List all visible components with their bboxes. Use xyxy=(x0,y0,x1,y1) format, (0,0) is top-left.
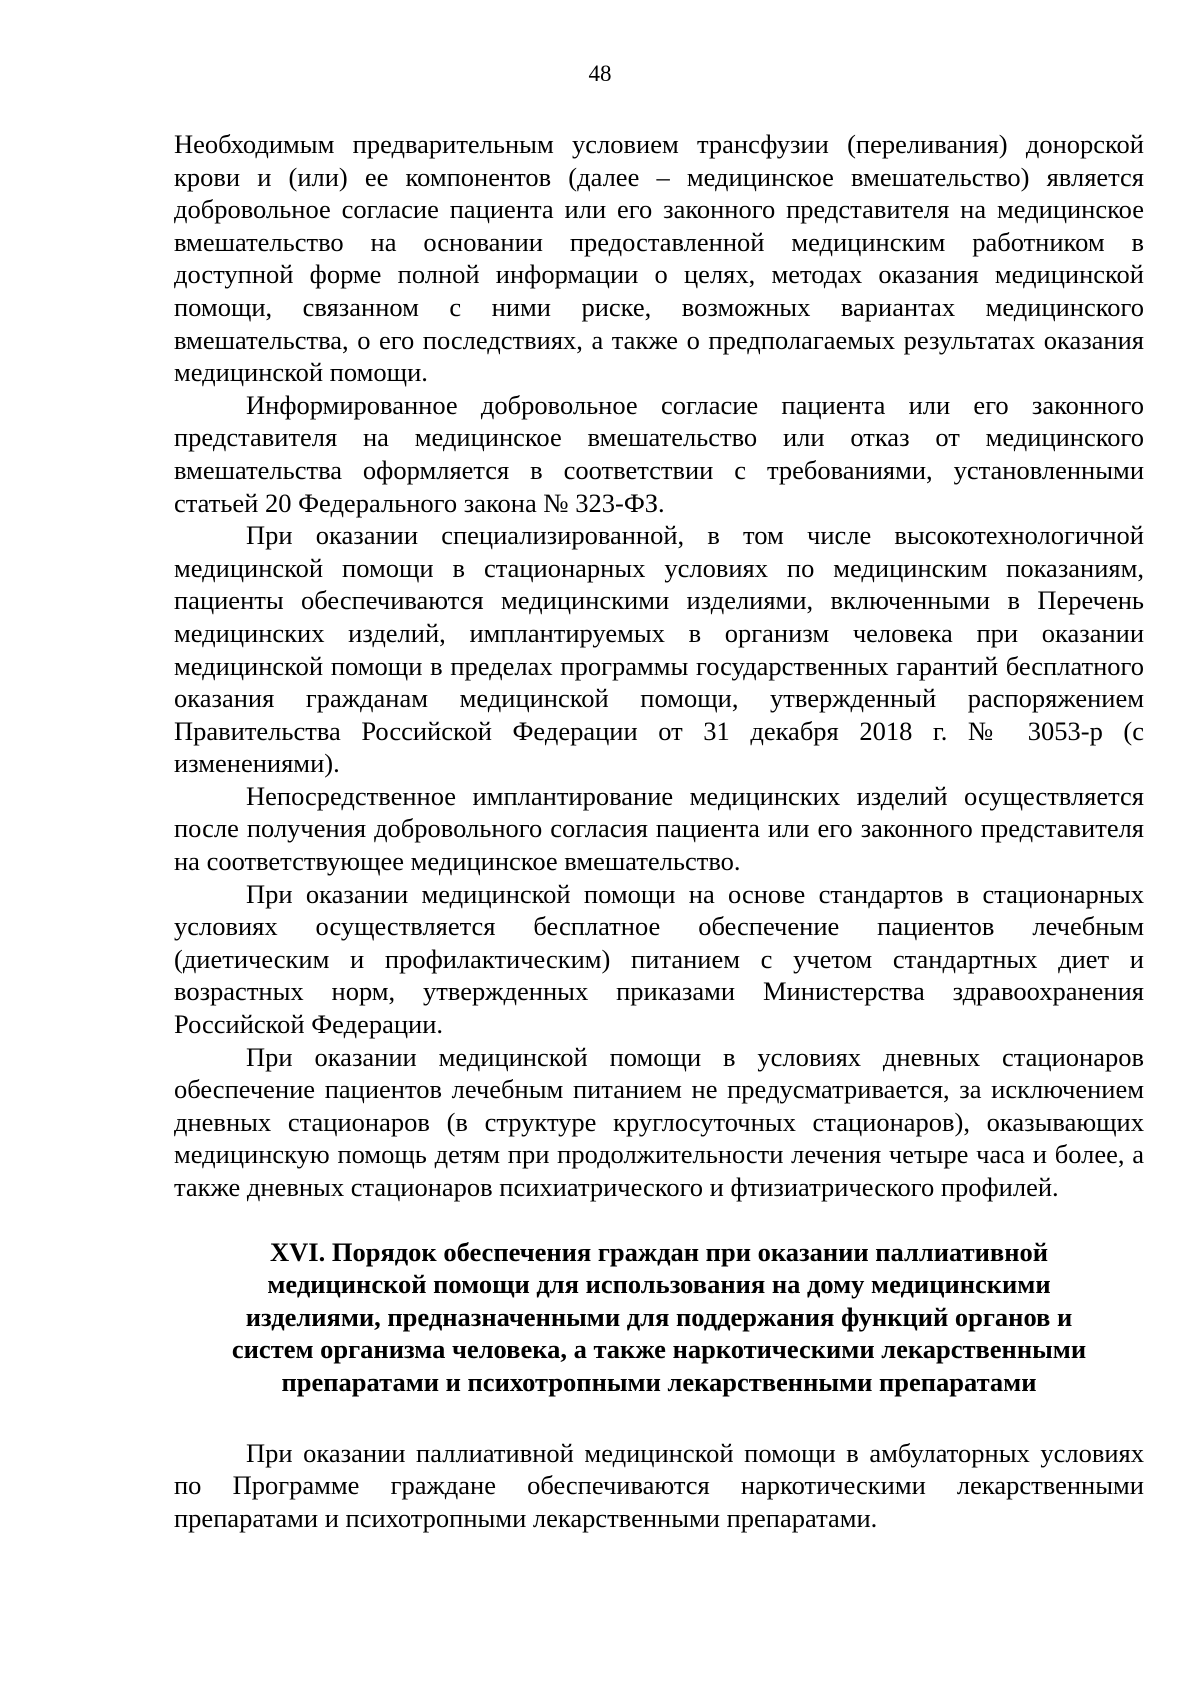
document-body xyxy=(174,128,1144,1534)
paragraph-implantation: Непосредственное имплантирование медицинских изделий осуществляется после получения добровольного согласия пациента или его законного представителя на соответствующее медицинское вмешательство. xyxy=(174,780,1144,877)
paragraph-medical-devices: При оказании специализированной, в том числе высокотехнологичной медицинской помощи в стационарных условиях по медицинским показаниям, пациенты обеспечиваются медицинскими изделиями, включенными в Перечень медицинских изделий, имплантируемых в организм человека при оказании медицинской помощи в пределах программы государственных гарантий бесплатного оказания гражданам медицинской помощи, утвержденный распоряжением Правительства Российской Федерации от 31 декабря 2018 г. № 3053-р (с изменениями). xyxy=(174,520,1144,779)
paragraph-day-hospital-nutrition: При оказании медицинской помощи в условиях дневных стационаров обеспечение пациентов лечебным питанием не предусматривается, за исключением дневных стационаров (в структуре круглосуточных стационаров), оказывающих медицинскую помощь детям при продолжительности лечения четыре часа и более, а также дневных стационаров психиатрического и фтизиатрического профилей. xyxy=(174,1041,1144,1202)
paragraph-informed-consent: Информированное добровольное согласие пациента или его законного представителя на медицинское вмешательство или отказ от медицинского вмешательства оформляется в соответствии с требованиями, установленными статьей 20 Федерального закона № 323-ФЗ. xyxy=(174,389,1144,518)
section-heading-xvi: XVI. Порядок обеспечения граждан при оказании паллиативной медицинской помощи для использования на дому медицинскими изделиями, предназначенными для поддержания функций органов и систем организма человека, а также наркотическими лекарственными препаратами и психотропными лекарственными препаратами xyxy=(231,1236,1087,1397)
paragraph-therapeutic-nutrition: При оказании медицинской помощи на основе стандартов в стационарных условиях осуществляется бесплатное обеспечение пациентов лечебным (диетическим и профилактическим) питанием с учетом стандартных диет и возрастных норм, утвержденных приказами Министерства здравоохранения Российской Федерации. xyxy=(174,878,1144,1040)
paragraph-transfusion-consent: Необходимым предварительным условием трансфузии (переливания) донорской крови и (или) ее компонентов (далее – медицинское вмешательство) является добровольное согласие пациента или его законного представителя на медицинское вмешательство на основании предоставленной медицинским работником в доступной форме полной информации о целях, методах оказания медицинской помощи, связанном с ними риске, возможных вариантах медицинского вмешательства, о его последствиях, а также о предполагаемых результатах оказания медицинской помощи. xyxy=(174,129,1144,388)
paragraph-palliative-care: При оказании паллиативной медицинской помощи в амбулаторных условиях по Программе граждане обеспечиваются наркотическими лекарственными препаратами и психотропными лекарственными препаратами. xyxy=(174,1437,1144,1533)
page-number: 48 xyxy=(588,61,612,86)
